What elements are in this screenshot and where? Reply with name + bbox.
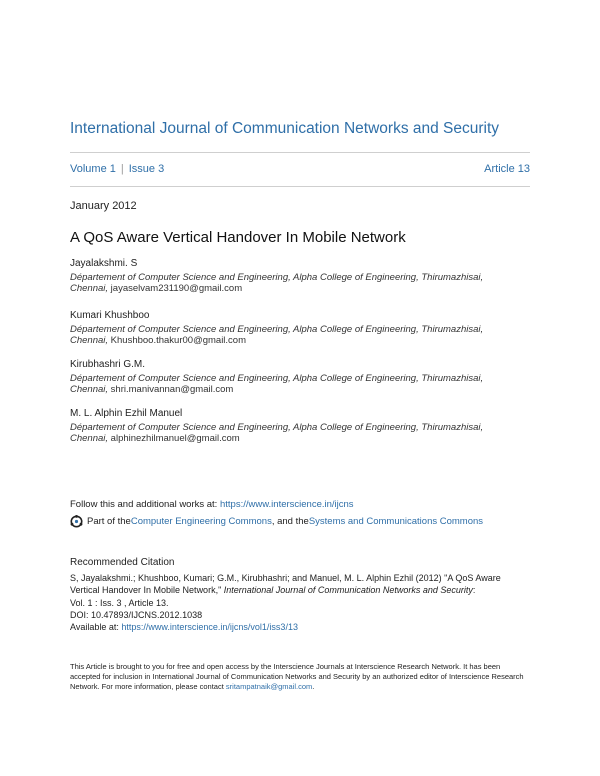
issue-link[interactable]: Issue 3 — [128, 163, 165, 175]
author-name: Jayalakshmi. S — [70, 258, 138, 269]
citation-volume: Vol. 1 : Iss. 3 , Article 13. — [70, 597, 169, 608]
access-notice — [70, 662, 530, 692]
systems-communications-commons-link[interactable]: Systems and Communications Commons — [308, 516, 484, 527]
author-name: Kumari Khushboo — [70, 310, 150, 321]
citation-body — [70, 572, 532, 633]
author-affiliation: Département of Computer Science and Engineering, Alpha College of Engineering, Thirumazhisai, — [70, 271, 484, 283]
access-notice-end: . — [312, 682, 315, 691]
author-affiliation: Département of Computer Science and Engineering, Alpha College of Engineering, Thirumazhisai, — [70, 323, 484, 335]
volume-link[interactable]: Volume 1 — [70, 163, 116, 175]
author-email: Khushboo.thakur00@gmail.com — [110, 335, 247, 346]
author-email: alphinezhilmanuel@gmail.com — [110, 433, 240, 444]
citation-colon: : — [472, 585, 476, 596]
author-email: jayaselvam231190@gmail.com — [110, 283, 243, 294]
author-name: Kirubhashri G.M. — [70, 359, 146, 370]
article-number[interactable]: Article 13 — [484, 163, 530, 175]
access-notice-text: This Article is brought to you for free and open access by the Interscience Journals at Interscience Research Network. It has been accepted for inclusion in International Journal of Communication Networks and Security by an authorized editor of Interscience Research Network. For more information, please contact — [70, 662, 524, 691]
citation-available-label: Available at: — [70, 622, 122, 633]
computer-engineering-commons-link[interactable]: Computer Engineering Commons — [130, 516, 272, 527]
recommended-citation-heading: Recommended Citation — [70, 557, 175, 568]
citation-available-link[interactable]: https://www.interscience.in/ijcns/vol1/iss3/13 — [121, 622, 298, 633]
paper-title: A QoS Aware Vertical Handover In Mobile Network — [70, 229, 406, 246]
divider-bottom — [70, 186, 530, 187]
citation-authors: S, Jayalakshmi.; Khushboo, Kumari; G.M., Kirubhashri; and Manuel, M. L. Alphin Ezhil (2012) "A QoS Aware Vertical Handover In Mobile Network," — [70, 573, 501, 596]
follow-text: Follow this and additional works at: — [70, 499, 220, 510]
part-of-middle: , and the — [271, 516, 309, 527]
author-city: Chennai — [70, 433, 106, 444]
author-block: Kirubhashri G.M. Département of Computer Science and Engineering, Alpha College of Engineering, Thirumazhisai, Chennai, shri.manivannan@gmail.com — [70, 359, 530, 396]
part-of-prefix: Part of the — [87, 516, 131, 527]
follow-link[interactable]: https://www.interscience.in/ijcns — [219, 499, 354, 510]
author-affiliation: Département of Computer Science and Engineering, Alpha College of Engineering, Thirumazhisai, — [70, 421, 484, 433]
author-block: Jayalakshmi. S Département of Computer Science and Engineering, Alpha College of Engineering, Thirumazhisai, Chennai, jayaselvam231190@gmail.com — [70, 258, 530, 295]
citation-doi: DOI: 10.47893/IJCNS.2012.1038 — [70, 609, 203, 620]
author-block: Kumari Khushboo Département of Computer Science and Engineering, Alpha College of Engineering, Thirumazhisai, Chennai, Khushboo.thakur00@gmail.com — [70, 310, 530, 347]
part-of-line — [70, 515, 483, 528]
author-city: Chennai — [70, 384, 106, 395]
journal-title[interactable]: International Journal of Communication Networks and Security — [70, 120, 500, 137]
author-name: M. L. Alphin Ezhil Manuel — [70, 408, 183, 419]
citation-journal: International Journal of Communication Networks and Security — [223, 585, 473, 596]
author-block: M. L. Alphin Ezhil Manuel Département of Computer Science and Engineering, Alpha College of Engineering, Thirumazhisai, Chennai, alphinezhilmanuel@gmail.com — [70, 408, 530, 445]
volume-issue-separator: | — [120, 163, 124, 175]
network-commons-icon — [70, 515, 83, 528]
author-city: Chennai — [70, 283, 106, 294]
author-city: Chennai — [70, 335, 106, 346]
author-email: shri.manivannan@gmail.com — [110, 384, 234, 395]
author-affiliation: Département of Computer Science and Engineering, Alpha College of Engineering, Thirumazhisai, — [70, 372, 484, 384]
divider-top — [70, 152, 530, 153]
volume-issue — [70, 163, 164, 175]
contact-email-link[interactable]: sritampatnaik@gmail.com — [225, 682, 313, 691]
follow-line — [70, 499, 354, 510]
publication-date: January 2012 — [70, 200, 137, 212]
